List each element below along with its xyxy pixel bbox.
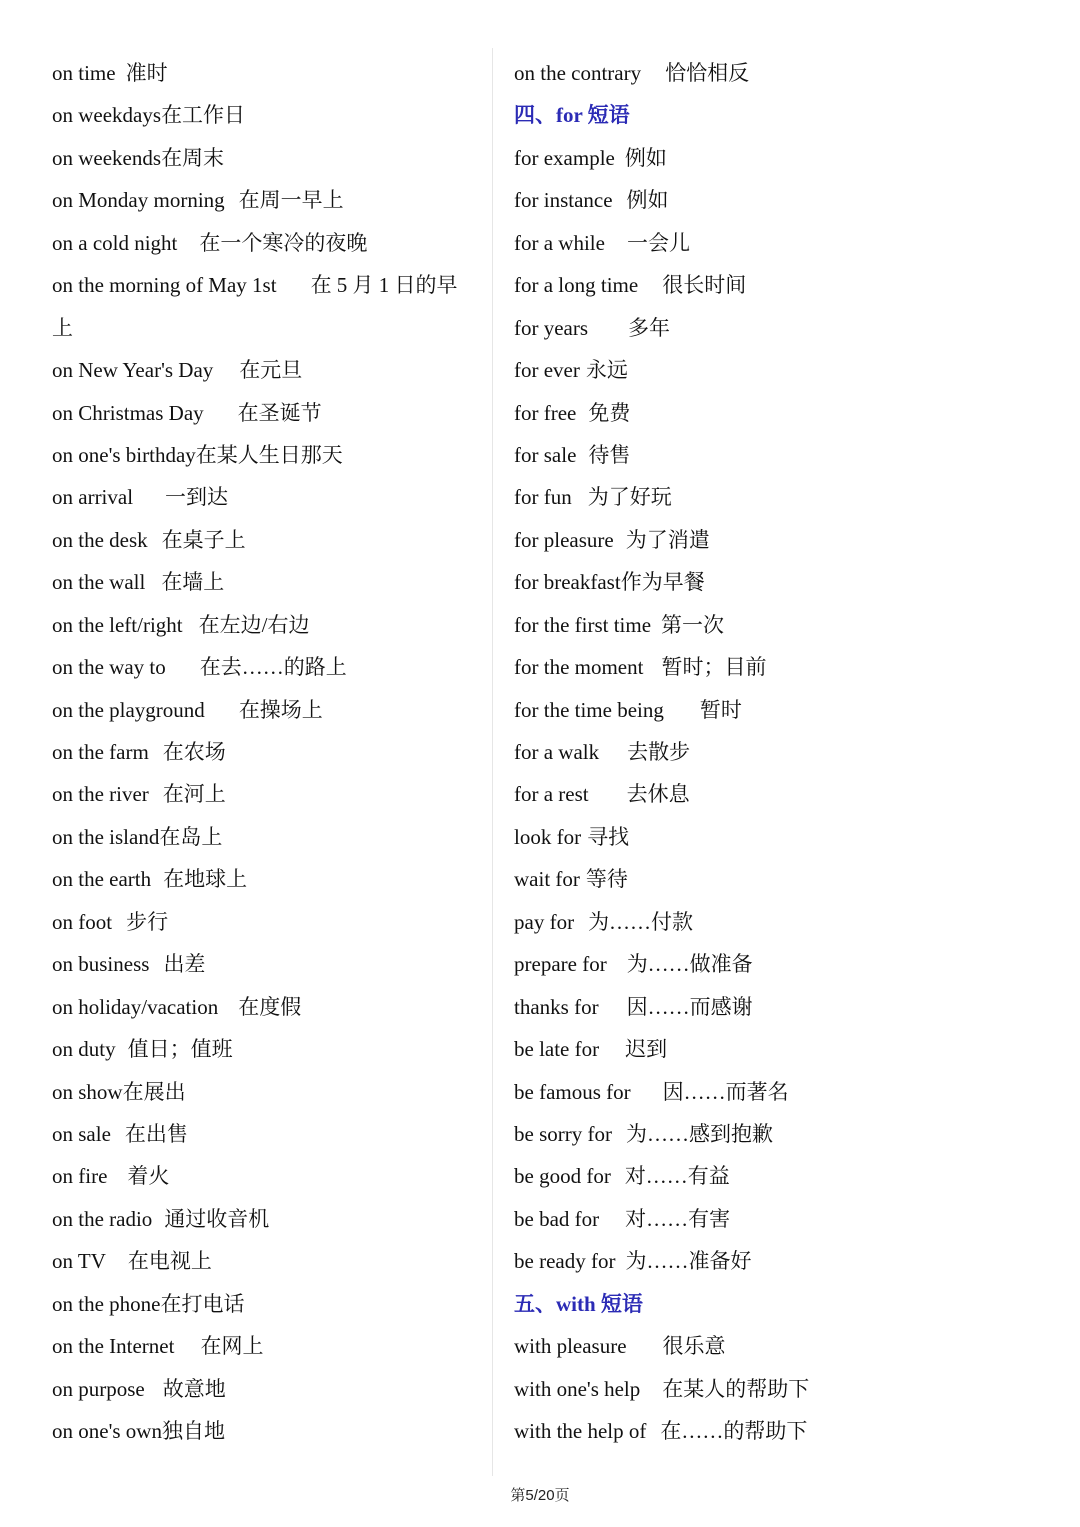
phrase-row [514,1325,1034,1367]
chinese-meaning: 对……有害 [625,1206,731,1231]
phrase-row [514,434,1034,476]
phrase-row [514,392,1034,434]
phrase-row [514,901,1034,943]
chinese-meaning: 为……准备好 [625,1249,752,1274]
phrase-row [52,307,482,349]
english-phrase: for breakfast [514,570,621,595]
chinese-meaning: 迟到 [625,1037,668,1062]
english-phrase: for a long time [514,273,639,298]
phrase-row [52,773,482,815]
english-phrase: for a rest [514,782,589,807]
chinese-meaning: 第一次 [661,612,725,637]
chinese-meaning: 为了好玩 [587,485,672,510]
phrase-row [52,476,482,518]
chinese-meaning: 多年 [628,315,671,340]
english-phrase: be bad for [514,1206,600,1231]
english-phrase: with the help of [514,1419,647,1443]
english-phrase: on time [52,61,116,85]
english-phrase: for the time being [514,697,664,722]
chinese-meaning: 例如 [624,145,667,170]
chinese-meaning: 出差 [163,952,206,977]
phrase-row [52,94,482,136]
section-heading: 五、with 短语 [514,1291,643,1316]
chinese-meaning: 等待 [585,867,628,892]
english-phrase: for ever [514,358,580,383]
phrase-row [52,264,482,306]
english-phrase: on Monday morning [52,188,225,213]
english-phrase: with one's help [514,1376,641,1401]
english-phrase: on Christmas Day [52,400,204,425]
phrase-row [52,1368,482,1410]
chinese-meaning: 在展出 [122,1079,186,1104]
phrase-row [514,1028,1034,1070]
english-phrase: on the farm [52,740,149,764]
english-phrase: on arrival [52,485,134,510]
english-phrase: for years [514,315,589,340]
chinese-meaning: 免费 [588,400,631,425]
phrase-row [514,179,1034,221]
english-phrase: on fire [52,1164,108,1189]
english-phrase: be late for [514,1037,600,1062]
english-phrase: on holiday/vacation [52,994,219,1019]
phrase-row [52,1028,482,1070]
phrase-row [514,986,1034,1028]
phrase-row [52,731,482,773]
chinese-meaning: 在……的帮助下 [660,1419,808,1443]
english-phrase: be ready for [514,1249,616,1274]
phrase-row [52,689,482,731]
english-phrase: for a walk [514,740,600,764]
chinese-meaning: 待售 [588,442,631,467]
section-heading: 四、for 短语 [514,103,630,128]
phrase-row [514,604,1034,646]
phrase-row [514,349,1034,391]
phrase-row [514,222,1034,264]
chinese-meaning: 在某人生日那天 [195,442,343,467]
phrase-row [52,434,482,476]
english-phrase: on one's own [52,1419,162,1443]
english-phrase: for sale [514,442,577,467]
english-phrase: for the first time [514,612,652,637]
english-phrase: wait for [514,867,580,892]
chinese-meaning: 在网上 [200,1334,264,1359]
phrase-row [52,1240,482,1282]
phrase-row [514,1113,1034,1155]
chinese-meaning: 在打电话 [160,1291,245,1316]
chinese-meaning: 永远 [585,358,628,383]
phrase-row [514,646,1034,688]
chinese-meaning: 在周一早上 [238,188,344,213]
chinese-meaning: 步行 [126,909,169,934]
chinese-meaning: 在农场 [162,740,226,764]
english-phrase: for the moment [514,655,644,680]
english-phrase: on the playground [52,697,205,722]
phrase-row [514,816,1034,858]
english-phrase: on the morning of May 1st [52,273,277,298]
phrase-row [52,1071,482,1113]
chinese-meaning: 为……做准备 [626,952,753,977]
english-phrase: look for [514,824,582,849]
left-phrase-column [52,52,482,1452]
english-phrase: for free [514,400,577,425]
english-phrase: thanks for [514,994,599,1019]
english-phrase: on the island [52,824,160,849]
english-phrase: on a cold night [52,230,178,255]
phrase-row [514,1240,1034,1282]
chinese-meaning: 为……感到抱歉 [625,1121,773,1146]
english-phrase: on the earth [52,867,152,892]
english-phrase: prepare for [514,952,607,977]
chinese-meaning: 在工作日 [161,103,246,128]
phrase-row [52,1325,482,1367]
column-divider [492,48,493,1476]
chinese-meaning: 寻找 [587,824,630,849]
chinese-meaning: 故意地 [162,1376,226,1401]
english-phrase: for instance [514,188,613,213]
phrase-row [52,1198,482,1240]
phrase-row [52,858,482,900]
english-phrase: on duty [52,1037,116,1062]
phrase-row [514,943,1034,985]
chinese-meaning: 对……有益 [624,1164,730,1189]
english-phrase: on the river [52,782,149,807]
english-phrase: on sale [52,1121,111,1146]
chinese-meaning: 很长时间 [662,273,747,298]
english-phrase: on business [52,952,150,977]
chinese-meaning: 在 5 月 1 日的早 [310,273,458,298]
chinese-meaning: 在某人的帮助下 [662,1376,810,1401]
phrase-row [514,52,1034,94]
english-phrase: pay for [514,909,575,934]
phrase-row [514,519,1034,561]
english-phrase: for fun [514,485,572,510]
phrase-row [514,731,1034,773]
chinese-meaning: 作为早餐 [620,570,705,595]
english-phrase: with pleasure [514,1334,627,1359]
english-phrase: on weekends [52,145,162,170]
chinese-meaning: 独自地 [161,1419,225,1443]
english-phrase: on one's birthday [52,442,196,467]
phrase-row [52,137,482,179]
english-phrase: on TV [52,1249,106,1274]
english-phrase: on the way to [52,655,166,680]
english-phrase: on purpose [52,1376,145,1401]
phrase-row [52,52,482,94]
phrase-row [514,858,1034,900]
english-phrase: on the Internet [52,1334,175,1359]
chinese-meaning: 通过收音机 [164,1206,270,1231]
chinese-meaning: 很乐意 [662,1334,726,1359]
chinese-meaning: 在周末 [161,145,225,170]
phrase-row [514,137,1034,179]
phrase-row [514,1198,1034,1240]
chinese-meaning: 在操场上 [238,697,323,722]
phrase-row [52,222,482,264]
phrase-row [514,1368,1034,1410]
phrase-row [514,773,1034,815]
phrase-row [52,986,482,1028]
phrase-row [52,604,482,646]
english-phrase: be good for [514,1164,611,1189]
chinese-meaning: 在度假 [238,994,302,1019]
page-number: 第5/20页 [510,1487,570,1504]
english-phrase: on the contrary [514,61,642,85]
chinese-meaning: 暂时；目前 [661,655,767,680]
phrase-row [514,476,1034,518]
phrase-row [52,349,482,391]
english-phrase: on the desk [52,527,148,552]
phrase-row [52,519,482,561]
phrase-row [514,1071,1034,1113]
chinese-meaning: 着火 [127,1164,170,1189]
phrase-row [514,1410,1034,1452]
chinese-meaning: 在左边/右边 [198,612,310,637]
chinese-meaning: 在墙上 [161,570,225,595]
chinese-meaning: 在桌子上 [161,527,246,552]
english-phrase: on the left/right [52,612,183,637]
chinese-meaning: 为了消遣 [625,527,710,552]
phrase-row [52,943,482,985]
chinese-meaning: 去休息 [626,782,690,807]
chinese-meaning: 暂时 [699,697,742,722]
chinese-meaning: 值日；值班 [127,1037,233,1062]
chinese-meaning: 为……付款 [588,909,694,934]
english-phrase: on show [52,1079,123,1104]
phrase-row [514,1155,1034,1197]
english-phrase: on the phone [52,1291,161,1316]
chinese-meaning: 在出售 [124,1121,188,1146]
chinese-meaning: 在圣诞节 [237,400,322,425]
english-phrase: on the wall [52,570,146,595]
english-phrase: for example [514,145,615,170]
english-phrase: on New Year's Day [52,358,214,383]
chinese-meaning: 恰恰相反 [665,61,750,85]
phrase-row [52,179,482,221]
chinese-meaning: 一到达 [165,485,229,510]
phrase-row [52,392,482,434]
phrase-row [52,561,482,603]
chinese-meaning: 上 [52,315,73,340]
right-phrase-column [514,52,1034,1452]
chinese-meaning: 在一个寒冷的夜晚 [199,230,368,255]
phrase-row [514,264,1034,306]
chinese-meaning: 在河上 [162,782,226,807]
phrase-row [52,1410,482,1452]
english-phrase: on weekdays [52,103,162,128]
phrase-row [52,646,482,688]
english-phrase: for a while [514,230,605,255]
english-phrase: be sorry for [514,1121,612,1146]
chinese-meaning: 准时 [125,61,168,85]
phrase-row [514,689,1034,731]
chinese-meaning: 例如 [626,188,669,213]
chinese-meaning: 因……而感谢 [626,994,753,1019]
chinese-meaning: 在岛上 [159,824,223,849]
phrase-row [52,1283,482,1325]
english-phrase: on foot [52,909,113,934]
phrase-row [52,901,482,943]
chinese-meaning: 在元旦 [239,358,303,383]
english-phrase: be famous for [514,1079,631,1104]
phrase-row [52,816,482,858]
phrase-row [52,1113,482,1155]
english-phrase: on the radio [52,1206,153,1231]
phrase-row [514,307,1034,349]
english-phrase: for pleasure [514,527,614,552]
chinese-meaning: 因……而著名 [662,1079,789,1104]
chinese-meaning: 在电视上 [127,1249,212,1274]
chinese-meaning: 在地球上 [163,867,248,892]
phrase-row [52,1155,482,1197]
chinese-meaning: 去散步 [627,740,691,764]
phrase-row [514,561,1034,603]
chinese-meaning: 一会儿 [626,230,690,255]
chinese-meaning: 在去……的路上 [199,655,347,680]
